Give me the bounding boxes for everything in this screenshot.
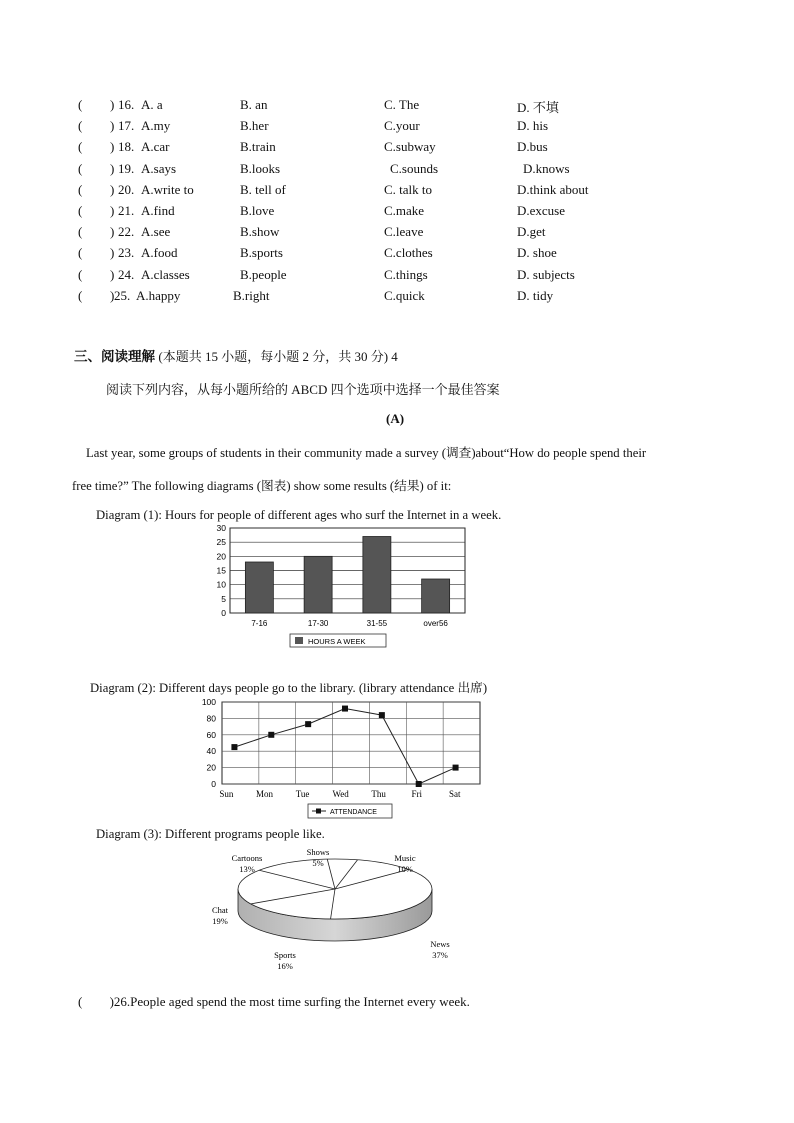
question-row xyxy=(0,288,794,306)
answer-paren-close[interactable]: ) xyxy=(110,266,115,282)
question-row xyxy=(0,97,794,115)
question-number: 22. xyxy=(118,224,135,240)
question-number: 25. xyxy=(114,287,131,303)
option-b[interactable]: B.right xyxy=(233,287,270,303)
passage-label: (A) xyxy=(386,411,405,426)
question-26 xyxy=(78,994,470,1010)
diagram1-ytick-label: 5 xyxy=(221,593,226,604)
option-a[interactable]: A.see xyxy=(141,224,171,240)
option-d[interactable]: D. tidy xyxy=(517,287,554,303)
option-a[interactable]: A.my xyxy=(141,118,171,134)
diagram2-xtick-label: Fri xyxy=(411,789,422,799)
question-26-text: )26.People aged spend the most time surfing the Internet every week. xyxy=(109,994,470,1009)
diagram2-caption: Diagram (2): Different days people go to the library. (library attendance 出席) xyxy=(90,681,488,695)
section3-instruction: 阅读下列内容，从每小题所给的 ABCD 四个选项中选择一个最佳答案 xyxy=(106,382,500,397)
diagram1-xtick-label: over56 xyxy=(423,619,448,628)
diagram2-legend-label: ATTENDANCE xyxy=(330,809,377,816)
option-d[interactable]: D.knows xyxy=(523,160,570,176)
option-a[interactable]: A.says xyxy=(141,160,177,176)
diagram1-ytick-label: 0 xyxy=(221,608,226,618)
answer-paren-close[interactable]: ) xyxy=(110,224,115,240)
question-number: 20. xyxy=(118,181,135,197)
diagram2-ytick-label: 20 xyxy=(206,762,216,773)
diagram3-slice-label: News xyxy=(430,939,450,949)
answer-paren-open[interactable]: ( xyxy=(78,160,83,176)
section3-heading: 三、阅读理解 xyxy=(74,349,155,365)
diagram1-bar xyxy=(304,556,332,613)
question-row xyxy=(0,139,794,157)
diagram2-point xyxy=(305,721,311,727)
option-a[interactable]: A.food xyxy=(141,245,178,261)
diagram1-ytick-label: 15 xyxy=(216,565,226,576)
answer-paren-open[interactable]: ( xyxy=(78,97,83,112)
question-number: 21. xyxy=(118,203,135,218)
diagram2-line-chart xyxy=(196,694,496,822)
diagram3-slice-percent: 19% xyxy=(212,916,228,926)
option-d[interactable]: D. shoe xyxy=(517,245,557,261)
answer-paren-open[interactable]: ( xyxy=(78,203,83,218)
diagram2-legend-marker xyxy=(316,809,321,814)
diagram1-xtick-label: 31-55 xyxy=(366,619,388,628)
answer-paren-26[interactable]: ( xyxy=(78,994,83,1009)
section3-heading-line xyxy=(74,345,398,365)
passage-line-1: Last year, some groups of students in their community made a survey (调查)about“How do people spend their xyxy=(86,446,647,460)
option-d[interactable]: D. 不填 xyxy=(517,100,559,115)
diagram3-slice-label: Music xyxy=(394,853,416,863)
question-row xyxy=(0,182,794,200)
question-row xyxy=(0,267,794,285)
option-c[interactable]: C.subway xyxy=(384,139,436,155)
answer-paren-close[interactable]: ) xyxy=(110,245,115,261)
option-b[interactable]: B.train xyxy=(240,139,276,155)
option-d[interactable]: D.bus xyxy=(517,139,548,155)
diagram1-ytick-label: 10 xyxy=(216,579,226,590)
diagram1-legend-swatch xyxy=(295,637,303,644)
option-c[interactable]: C.make xyxy=(384,203,425,218)
answer-paren-open[interactable]: ( xyxy=(78,118,83,134)
question-number: 18. xyxy=(118,139,135,155)
diagram3-slice-percent: 10% xyxy=(397,864,413,874)
option-b[interactable]: B.love xyxy=(240,203,275,218)
diagram2-point xyxy=(231,744,237,750)
question-row xyxy=(0,118,794,136)
diagram1-bar xyxy=(422,579,450,613)
answer-paren-close[interactable]: ) xyxy=(110,118,115,134)
diagram2-xtick-label: Sun xyxy=(219,789,234,799)
option-b[interactable]: B.her xyxy=(240,118,269,134)
question-row xyxy=(0,161,794,179)
diagram3-slice-label: Shows xyxy=(306,847,330,857)
diagram2-xtick-label: Tue xyxy=(295,789,310,799)
answer-paren-open[interactable]: ( xyxy=(78,266,83,282)
option-a[interactable]: A.happy xyxy=(136,287,181,303)
diagram2-ytick-label: 100 xyxy=(201,697,216,707)
option-b[interactable]: B.show xyxy=(240,224,280,240)
option-b[interactable]: B.people xyxy=(240,266,287,282)
question-row xyxy=(0,203,794,221)
diagram2-xtick-label: Wed xyxy=(332,789,349,799)
diagram3-slice-percent: 16% xyxy=(277,961,293,971)
question-number: 17. xyxy=(118,118,135,134)
option-d[interactable]: D. his xyxy=(517,118,549,134)
question-number: 19. xyxy=(118,160,135,176)
diagram3-slice-percent: 5% xyxy=(312,858,324,868)
option-a[interactable]: A.car xyxy=(141,139,170,155)
option-d[interactable]: D.think about xyxy=(517,181,589,197)
diagram3-pie-chart xyxy=(200,845,470,980)
option-c[interactable]: C.things xyxy=(384,266,428,282)
answer-paren-close[interactable]: ) xyxy=(110,97,115,112)
answer-paren-close[interactable]: ) xyxy=(110,203,115,218)
option-b[interactable]: B.sports xyxy=(240,245,283,261)
diagram1-bar xyxy=(363,537,391,614)
option-b[interactable]: B. tell of xyxy=(240,181,286,197)
diagram2-plot-area xyxy=(222,702,480,784)
option-b[interactable]: B.looks xyxy=(240,160,281,176)
diagram1-ytick-label: 30 xyxy=(216,523,226,533)
diagram1-xtick-label: 7-16 xyxy=(251,619,268,628)
option-c[interactable]: C. The xyxy=(384,97,420,112)
diagram2-ytick-label: 40 xyxy=(206,746,216,757)
option-c[interactable]: C. talk to xyxy=(384,181,433,197)
option-c[interactable]: C.sounds xyxy=(390,160,439,176)
diagram1-ytick-label: 20 xyxy=(216,551,226,562)
option-a[interactable]: A.classes xyxy=(141,266,190,282)
answer-paren-open[interactable]: ( xyxy=(78,287,83,303)
diagram3-slice-label: Cartoons xyxy=(231,853,263,863)
answer-paren-open[interactable]: ( xyxy=(78,245,83,261)
diagram3-slice-label: Chat xyxy=(211,905,229,915)
diagram1-caption: Diagram (1): Hours for people of different ages who surf the Internet in a week. xyxy=(96,508,502,522)
diagram1-legend-label: HOURS A WEEK xyxy=(308,637,366,646)
diagram1-ytick-label: 25 xyxy=(216,537,226,548)
diagram3-slice-label: Sports xyxy=(274,950,296,960)
answer-paren-open[interactable]: ( xyxy=(78,139,83,155)
diagram2-xtick-label: Sat xyxy=(449,789,461,799)
diagram1-xtick-label: 17-30 xyxy=(307,619,329,628)
diagram2-xtick-label: Mon xyxy=(255,789,273,799)
option-a[interactable]: A.write to xyxy=(141,181,194,197)
option-a[interactable]: A. a xyxy=(141,97,163,112)
answer-paren-open[interactable]: ( xyxy=(78,181,83,197)
question-number: 23. xyxy=(118,245,135,261)
diagram2-ytick-label: 60 xyxy=(206,729,216,740)
question-number: 16. xyxy=(118,97,135,112)
diagram2-point xyxy=(342,706,348,712)
question-row xyxy=(0,224,794,242)
answer-paren-close[interactable]: ) xyxy=(110,160,115,176)
passage-line-2: free time?” The following diagrams (图表) show some results (结果) of it: xyxy=(72,479,452,493)
diagram2-point xyxy=(453,765,459,771)
option-b[interactable]: B. an xyxy=(240,97,268,112)
diagram2-ytick-label: 80 xyxy=(206,713,216,724)
diagram2-point xyxy=(416,781,422,787)
answer-paren-close[interactable]: ) xyxy=(110,287,115,303)
diagram2-ytick-label: 0 xyxy=(211,779,216,789)
option-d[interactable]: D.excuse xyxy=(517,203,566,218)
option-c[interactable]: C.your xyxy=(384,118,420,134)
diagram1-bar xyxy=(245,562,273,613)
diagram2-xtick-label: Thu xyxy=(371,789,386,799)
diagram2-point xyxy=(268,732,274,738)
option-c[interactable]: C.leave xyxy=(384,224,424,240)
answer-paren-close[interactable]: ) xyxy=(110,181,115,197)
answer-paren-open[interactable]: ( xyxy=(78,224,83,240)
question-row xyxy=(0,245,794,263)
option-c[interactable]: C.clothes xyxy=(384,245,433,261)
diagram3-caption: Diagram (3): Different programs people like. xyxy=(96,827,325,841)
option-d[interactable]: D.get xyxy=(517,224,546,240)
answer-paren-close[interactable]: ) xyxy=(110,139,115,155)
diagram1-bar-chart xyxy=(200,522,480,650)
option-a[interactable]: A.find xyxy=(141,203,175,218)
section3-score-note: (本题共 15 小题，每小题 2 分，共 30 分) 4 xyxy=(158,349,398,364)
option-d[interactable]: D. subjects xyxy=(517,266,575,282)
diagram3-slice-percent: 37% xyxy=(432,950,448,960)
diagram2-point xyxy=(379,712,385,718)
option-c[interactable]: C.quick xyxy=(384,287,425,303)
diagram3-slice-percent: 13% xyxy=(239,864,255,874)
question-number: 24. xyxy=(118,266,135,282)
